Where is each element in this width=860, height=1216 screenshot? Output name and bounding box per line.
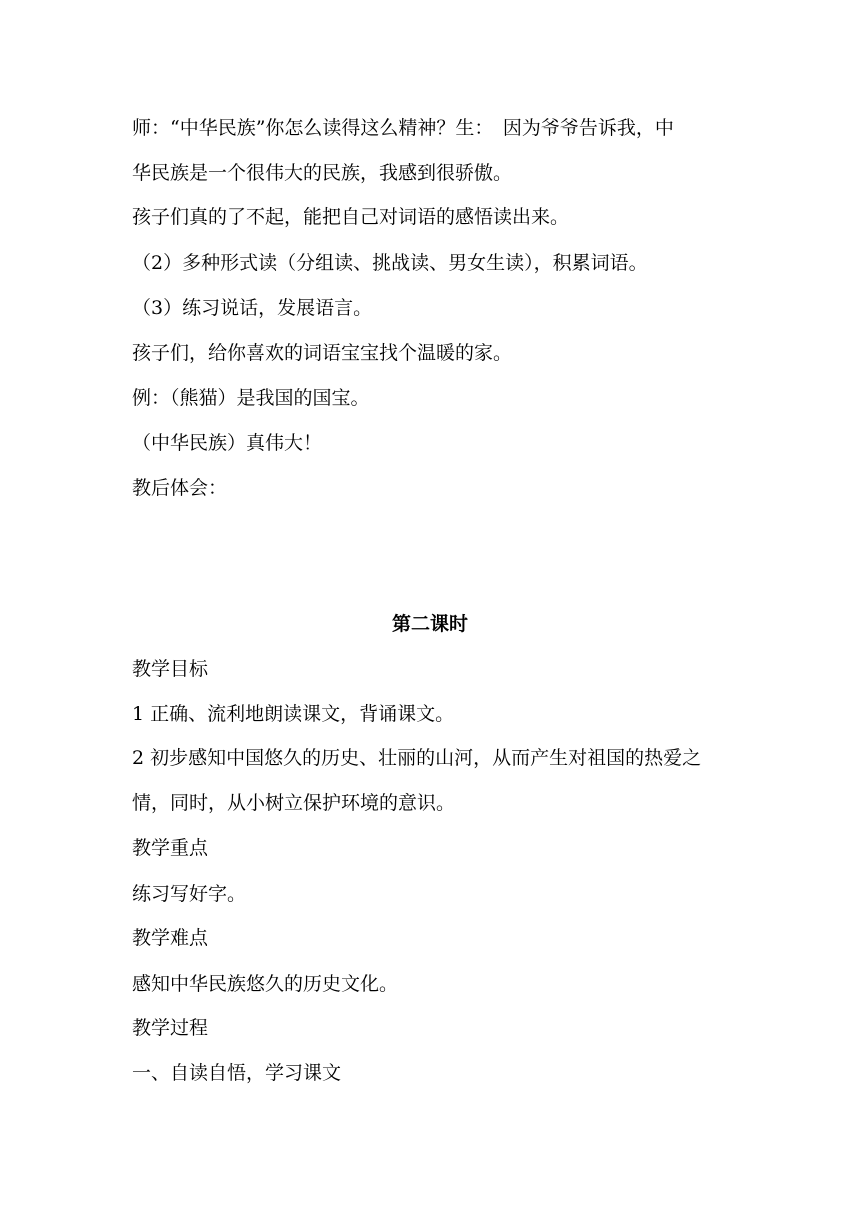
text-line: 华民族是一个很伟大的民族，我感到很骄傲。 <box>132 162 513 184</box>
text-line: 孩子们，给你喜欢的词语宝宝找个温暖的家。 <box>132 342 513 364</box>
section-heading: 教学过程 <box>132 1017 209 1039</box>
text-line: （3）练习说话，发展语言。 <box>132 297 373 319</box>
text-line: 练习写好字。 <box>132 883 247 905</box>
text-line: （2）多种形式读（分组读、挑战读、男女生读），积累词语。 <box>132 252 648 274</box>
text-line: （中华民族）真伟大！ <box>132 432 323 454</box>
text-line: 2 初步感知中国悠久的历史、壮丽的山河，从而产生对祖国的热爱之 <box>132 747 702 769</box>
text-line: 1 正确、流利地朗读课文，背诵课文。 <box>132 703 455 725</box>
text-line: 一、自读自悟，学习课文 <box>132 1062 342 1084</box>
text-line: 师：“中华民族”你怎么读得这么精神？生： 因为爷爷告诉我，中 <box>132 117 674 139</box>
section-heading: 教学目标 <box>132 658 209 680</box>
section-heading: 教学难点 <box>132 927 209 949</box>
section-heading: 教学重点 <box>132 837 209 859</box>
text-line: 教后体会： <box>132 477 228 499</box>
text-line: 情，同时，从小树立保护环境的意识。 <box>132 792 456 814</box>
lesson-title: 第二课时 <box>391 613 468 635</box>
text-line: 感知中华民族悠久的历史文化。 <box>132 973 399 995</box>
text-line: 例：（熊猫）是我国的国宝。 <box>132 387 370 409</box>
text-line: 孩子们真的了不起，能把自己对词语的感悟读出来。 <box>132 206 570 228</box>
